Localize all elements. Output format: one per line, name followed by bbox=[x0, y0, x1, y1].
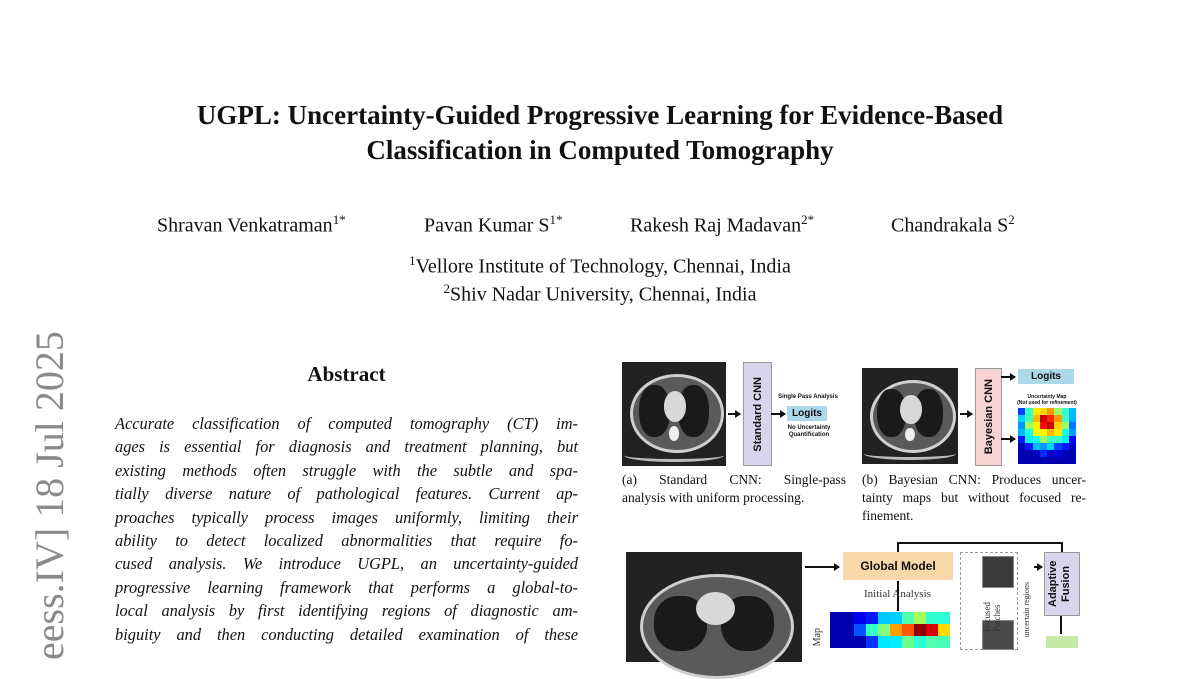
heatmap-cell bbox=[1018, 408, 1025, 415]
heatmap-cell bbox=[1025, 436, 1032, 443]
uncertainty-heatmap bbox=[1018, 408, 1076, 464]
heatmap-cell bbox=[866, 636, 878, 648]
abstract-line: progressive learning framework that performs a global-to- bbox=[115, 577, 578, 597]
heatmap-cell bbox=[1062, 415, 1069, 422]
author-3-name: Rakesh Raj Madavan bbox=[630, 214, 802, 237]
heatmap-cell bbox=[1018, 415, 1025, 422]
initial-analysis-label: Initial Analysis bbox=[864, 588, 931, 600]
author-3-sup: 2* bbox=[801, 212, 815, 227]
title-line-1: UGPL: Uncertainty-Guided Progressive Learning for Evidence-Based bbox=[196, 100, 1004, 130]
heatmap-cell bbox=[1054, 443, 1061, 450]
heatmap-cell bbox=[926, 636, 938, 648]
heatmap-cell bbox=[1047, 457, 1054, 464]
heatmap-cell bbox=[938, 624, 950, 636]
patch-image bbox=[982, 556, 1014, 588]
heatmap-cell bbox=[1033, 450, 1040, 457]
heatmap-cell bbox=[1054, 450, 1061, 457]
map-label: Map bbox=[812, 628, 823, 647]
arrow-icon bbox=[960, 413, 972, 415]
heatmap-cell bbox=[1040, 408, 1047, 415]
abstract-line: tially diverse nature of pathological features. Current ap- bbox=[115, 484, 578, 504]
no-uncertainty-line-2: Quantification bbox=[788, 432, 830, 438]
standard-cnn-box bbox=[743, 362, 772, 466]
heatmap-cell bbox=[1069, 429, 1076, 436]
heatmap-cell bbox=[1025, 450, 1032, 457]
heatmap-cell bbox=[1040, 457, 1047, 464]
heatmap-cell bbox=[1025, 457, 1032, 464]
heatmap-cell bbox=[1047, 422, 1054, 429]
heatmap-cell bbox=[926, 624, 938, 636]
paper-title bbox=[150, 98, 1050, 168]
global-model-box: Global Model bbox=[843, 552, 953, 580]
logits-box: Logits bbox=[1018, 369, 1074, 384]
heatmap-cell bbox=[1054, 408, 1061, 415]
caption-b-line: tainty maps but without focused re- bbox=[862, 490, 1086, 505]
caption-b bbox=[862, 471, 1086, 525]
abstract-line: cused analysis. We introduce UGPL, an uncertainty-guided bbox=[115, 554, 578, 574]
heatmap-cell bbox=[1047, 443, 1054, 450]
ct-scan-image bbox=[622, 362, 726, 466]
author-1 bbox=[157, 212, 346, 238]
arrow-icon bbox=[728, 413, 740, 415]
heatmap-cell bbox=[1069, 436, 1076, 443]
heatmap-cell bbox=[1040, 415, 1047, 422]
heatmap-cell bbox=[1047, 415, 1054, 422]
heatmap-cell bbox=[830, 624, 842, 636]
affiliation-1-sup: 1 bbox=[409, 253, 416, 268]
heatmap-cell bbox=[1033, 457, 1040, 464]
abstract-line: ages is essential for diagnosis and treatment planning, but bbox=[115, 437, 578, 457]
logits-box: Logits bbox=[787, 406, 827, 421]
heatmap-cell bbox=[1054, 422, 1061, 429]
uncertainty-map-title-line-2: (Not used for refinement) bbox=[1017, 400, 1077, 406]
heatmap-cell bbox=[854, 612, 866, 624]
heatmap-cell bbox=[1069, 422, 1076, 429]
author-2 bbox=[424, 212, 563, 238]
caption-b-line: finement. bbox=[862, 508, 914, 523]
abstract-line: proaches typically process images uniformly, limiting their bbox=[115, 507, 578, 527]
heatmap-cell bbox=[1062, 436, 1069, 443]
author-2-sup: 1* bbox=[549, 212, 563, 227]
connector-line bbox=[1060, 616, 1062, 634]
no-uncertainty-line-1: No Uncertainty bbox=[787, 425, 831, 431]
heatmap-cell bbox=[1033, 429, 1040, 436]
bayesian-cnn-label: Bayesian CNN bbox=[982, 379, 995, 455]
no-uncertainty-label bbox=[780, 425, 838, 439]
adaptive-fusion-box bbox=[1044, 552, 1080, 616]
connector-line bbox=[897, 542, 1062, 544]
heatmap-cell bbox=[914, 636, 926, 648]
author-2-name: Pavan Kumar S bbox=[424, 214, 550, 237]
heatmap-cell bbox=[1062, 408, 1069, 415]
adaptive-fusion-label: Adaptive Fusion bbox=[1047, 560, 1072, 608]
arxiv-side-stamp bbox=[27, 330, 72, 660]
heatmap-cell bbox=[1062, 422, 1069, 429]
abstract-line: ability to detect localized abnormalities that require fo- bbox=[115, 531, 578, 551]
heatmap-cell bbox=[1018, 422, 1025, 429]
uncertainty-map-title bbox=[1010, 394, 1084, 406]
heatmap-cell bbox=[1069, 450, 1076, 457]
heatmap-cell bbox=[842, 624, 854, 636]
author-3 bbox=[630, 212, 814, 238]
heatmap-cell bbox=[1018, 457, 1025, 464]
caption-a-line: (a) Standard CNN: Single-pass bbox=[622, 472, 846, 487]
heatmap-cell bbox=[854, 636, 866, 648]
abstract-heading: Abstract bbox=[307, 362, 386, 386]
ct-scan-image bbox=[862, 368, 958, 464]
heatmap-cell bbox=[1040, 450, 1047, 457]
affiliation-2-text: Shiv Nadar University, Chennai, India bbox=[450, 283, 757, 306]
abstract-line: local analysis by first identifying regions of diagnostic am- bbox=[115, 601, 578, 621]
affiliation-1-text: Vellore Institute of Technology, Chennai, India bbox=[415, 255, 791, 278]
arrow-icon bbox=[805, 566, 839, 568]
heatmap-cell bbox=[938, 636, 950, 648]
uncertainty-heatmap bbox=[830, 612, 950, 648]
heatmap-cell bbox=[1062, 429, 1069, 436]
heatmap-cell bbox=[902, 636, 914, 648]
heatmap-cell bbox=[1025, 443, 1032, 450]
arrow-icon bbox=[1034, 566, 1042, 568]
affiliation-2-sup: 2 bbox=[443, 281, 451, 296]
heatmap-cell bbox=[1062, 443, 1069, 450]
heatmap-cell bbox=[842, 612, 854, 624]
heatmap-cell bbox=[914, 624, 926, 636]
connector-line bbox=[897, 542, 899, 552]
heatmap-cell bbox=[1054, 457, 1061, 464]
heatmap-cell bbox=[866, 624, 878, 636]
affiliation-1 bbox=[0, 253, 1200, 279]
heatmap-cell bbox=[1018, 450, 1025, 457]
abstract-line: Accurate classification of computed tomography (CT) im- bbox=[115, 414, 578, 433]
heatmap-cell bbox=[1033, 422, 1040, 429]
author-4-name: Chandrakala S bbox=[891, 214, 1009, 237]
heatmap-cell bbox=[854, 624, 866, 636]
abstract-body bbox=[115, 412, 578, 646]
heatmap-cell bbox=[926, 612, 938, 624]
heatmap-cell bbox=[1047, 450, 1054, 457]
affiliation-2 bbox=[0, 281, 1200, 307]
heatmap-cell bbox=[1040, 443, 1047, 450]
heatmap-cell bbox=[1054, 436, 1061, 443]
heatmap-cell bbox=[1047, 429, 1054, 436]
title-line-2: Classification in Computed Tomography bbox=[366, 135, 834, 165]
caption-b-line: (b) Bayesian CNN: Produces uncer- bbox=[862, 472, 1086, 487]
heatmap-cell bbox=[902, 624, 914, 636]
heatmap-cell bbox=[1040, 429, 1047, 436]
heatmap-cell bbox=[1069, 408, 1076, 415]
arrow-icon bbox=[771, 413, 785, 415]
uncertain-regions-label: uncertain regions bbox=[1022, 582, 1031, 638]
ct-scan-image bbox=[626, 552, 802, 662]
heatmap-cell bbox=[1069, 443, 1076, 450]
author-1-name: Shravan Venkatraman bbox=[157, 214, 333, 237]
heatmap-cell bbox=[1033, 408, 1040, 415]
abstract-line: biguity and then conducting detailed examination of these bbox=[115, 624, 578, 644]
heatmap-cell bbox=[1033, 415, 1040, 422]
heatmap-cell bbox=[890, 612, 902, 624]
uncertainty-map-title-line-1: Uncertainty Map bbox=[1027, 394, 1067, 400]
heatmap-cell bbox=[1069, 457, 1076, 464]
heatmap-cell bbox=[938, 612, 950, 624]
heatmap-cell bbox=[914, 612, 926, 624]
heatmap-cell bbox=[1025, 408, 1032, 415]
focused-patches-label: Focused Patches bbox=[982, 602, 1002, 632]
heatmap-cell bbox=[1040, 422, 1047, 429]
heatmap-cell bbox=[1018, 436, 1025, 443]
heatmap-cell bbox=[878, 624, 890, 636]
heatmap-cell bbox=[830, 636, 842, 648]
heatmap-cell bbox=[878, 636, 890, 648]
heatmap-cell bbox=[866, 612, 878, 624]
heatmap-cell bbox=[830, 612, 842, 624]
heatmap-cell bbox=[1033, 436, 1040, 443]
output-box bbox=[1046, 636, 1078, 648]
caption-a-line: analysis with uniform processing. bbox=[622, 490, 805, 505]
author-1-sup: 1* bbox=[332, 212, 346, 227]
single-pass-label: Single Pass Analysis bbox=[778, 394, 838, 400]
heatmap-cell bbox=[878, 612, 890, 624]
standard-cnn-label: Standard CNN bbox=[751, 376, 764, 452]
bayesian-cnn-box bbox=[975, 368, 1002, 466]
heatmap-cell bbox=[902, 612, 914, 624]
heatmap-cell bbox=[1047, 436, 1054, 443]
connector-line bbox=[1061, 542, 1063, 552]
author-4 bbox=[891, 212, 1015, 238]
heatmap-cell bbox=[1025, 429, 1032, 436]
caption-a bbox=[622, 471, 846, 507]
heatmap-cell bbox=[1054, 429, 1061, 436]
arrow-icon bbox=[1001, 376, 1015, 378]
heatmap-cell bbox=[1018, 429, 1025, 436]
heatmap-cell bbox=[1069, 415, 1076, 422]
heatmap-cell bbox=[1033, 443, 1040, 450]
heatmap-cell bbox=[1062, 457, 1069, 464]
heatmap-cell bbox=[890, 636, 902, 648]
heatmap-cell bbox=[842, 636, 854, 648]
heatmap-cell bbox=[1054, 415, 1061, 422]
heatmap-cell bbox=[1018, 443, 1025, 450]
heatmap-cell bbox=[890, 624, 902, 636]
heatmap-cell bbox=[1025, 415, 1032, 422]
author-4-sup: 2 bbox=[1008, 212, 1015, 227]
arxiv-stamp-text: eess.IV] 18 Jul 2025 bbox=[27, 331, 72, 660]
heatmap-cell bbox=[1062, 450, 1069, 457]
arrow-icon bbox=[1001, 438, 1015, 440]
abstract-line: existing methods often struggle with the subtle and spa- bbox=[115, 460, 578, 480]
heatmap-cell bbox=[1025, 422, 1032, 429]
heatmap-cell bbox=[1040, 436, 1047, 443]
heatmap-cell bbox=[1047, 408, 1054, 415]
